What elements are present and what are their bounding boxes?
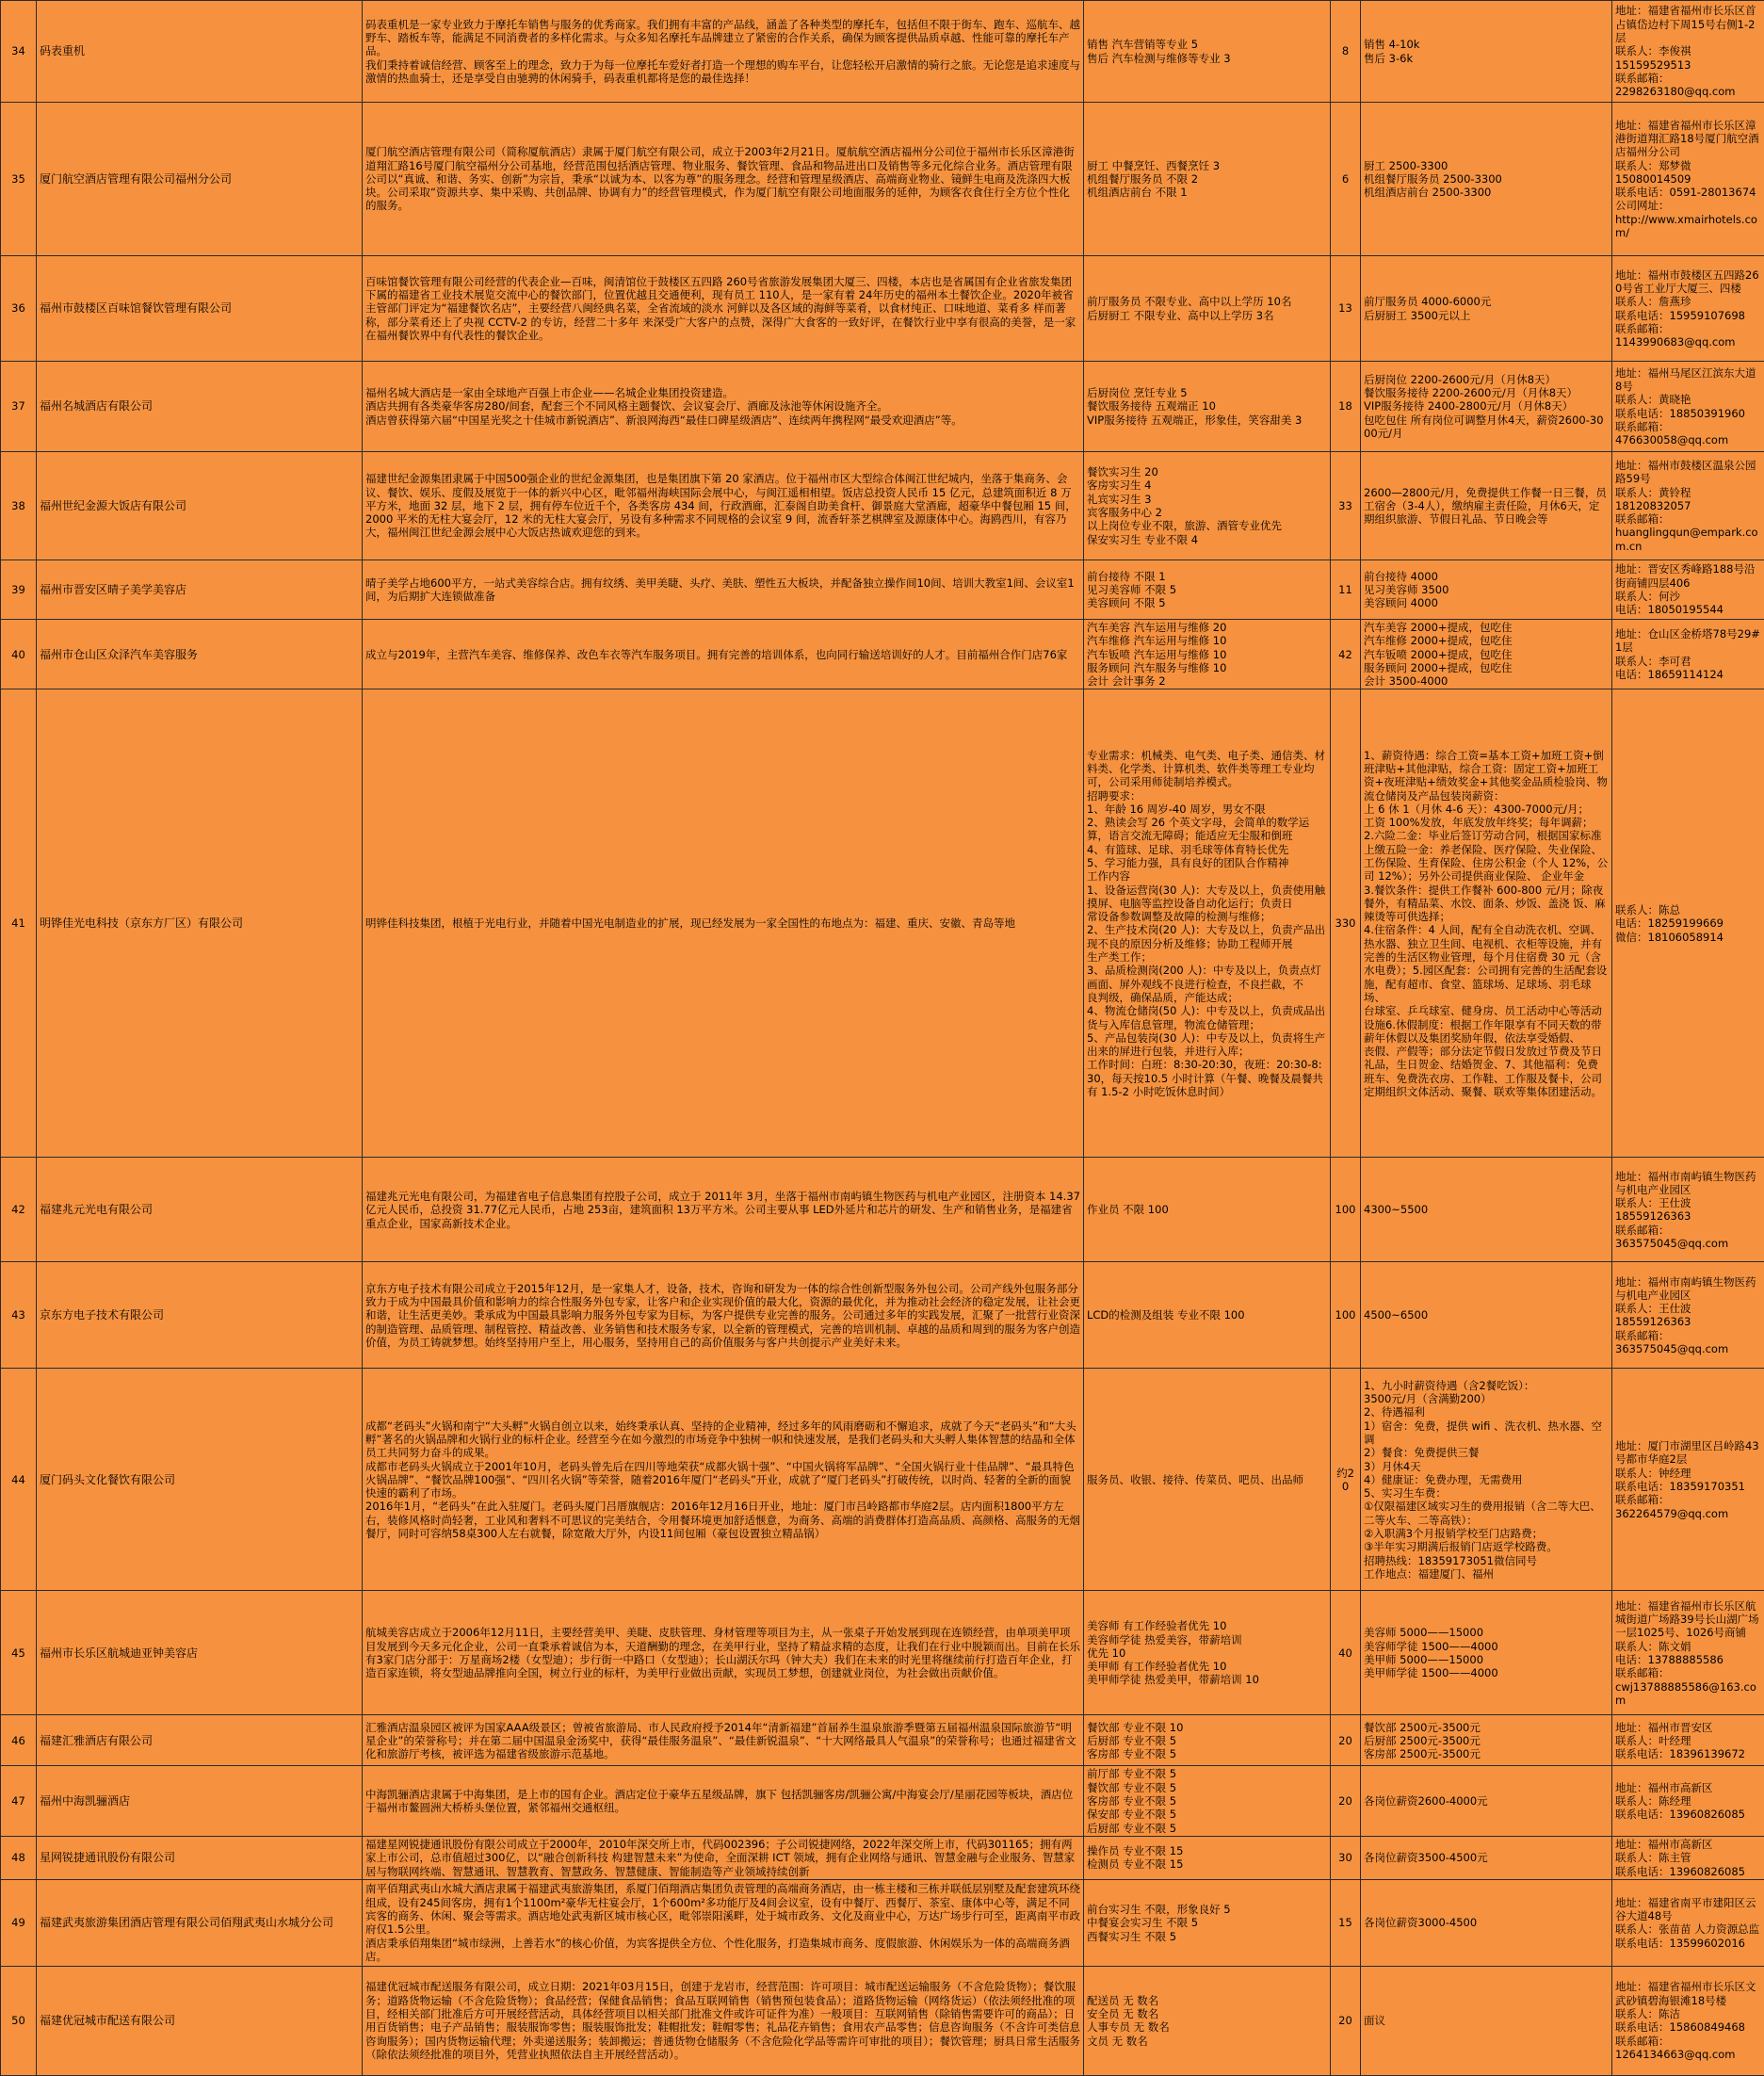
positions-cell: 配送员 无 数名 安全员 无 数名 人事专员 无 数名 文员 无 数名 [1084, 1966, 1331, 2075]
positions-cell: 作业员 不限 100 [1084, 1158, 1331, 1262]
row-number-cell: 37 [1, 362, 37, 452]
table-row [1, 1966, 1764, 2075]
row-number-cell: 46 [1, 1715, 37, 1766]
table-row [1, 1715, 1764, 1766]
company-description-cell: 成立与2019年，主营汽车美容、维修保养、改色车衣等汽车服务项目。拥有完善的培训体系，也向同行输送培训好的人才。目前福州合作门店76家 [363, 620, 1084, 689]
salary-benefits-cell: 销售 4-10k 售后 3-6k [1361, 1, 1612, 103]
table-row [1, 620, 1764, 689]
company-name-cell: 福州市鼓楼区百味馆餐饮管理有限公司 [37, 256, 363, 362]
salary-benefits-cell: 汽车美容 2000+提成，包吃住 汽车维修 2000+提成，包吃住 汽车钣喷 2000+提成，包吃住 服务顾问 2000+提成，包吃住 会计 3500-4000 [1361, 620, 1612, 689]
company-name-cell: 码表重机 [37, 1, 363, 103]
row-number-cell: 43 [1, 1262, 37, 1369]
positions-cell: 餐饮实习生 20 客房实习生 4 礼宾实习生 3 宾客服务中心 2 以上岗位专业不限，旅游、酒管专业优先 保安实习生 专业不限 4 [1084, 452, 1331, 560]
company-name-cell: 福州市长乐区航城迪亚钟美容店 [37, 1591, 363, 1715]
row-number-cell: 40 [1, 620, 37, 689]
table-row [1, 1591, 1764, 1715]
company-description-cell: 福建优冠城市配送服务有限公司，成立日期：2021年03月15日，创建于龙岩市，经营范围：许可项目：城市配送运输服务（不含危险货物）；餐饮服务；道路货物运输（不含危险货物）；食品经营；保健食品销售；食品互联网销售（销售预包装食品）；道路货物运输（网络货运）（依法须经批准的项目，经相关部门批准后方可开展经营活动，具体经营项目以相关部门批准文件或许可证件为准）一般项目：互联网销售（除销售需要许可的商品）；日用百货销售；电子产品销售；服装服饰零售；服装服饰批发；鞋帽批发；鞋帽零售；礼品花卉销售；食用农产品零售；信息咨询服务（不含许可类信息咨询服务）；国内货物运输代理；外卖递送服务；装卸搬运；普通货物仓储服务（不含危险化学品等需许可审批的项目）；餐饮管理；厨具日常生活服务（除依法须经批准的项目外，凭营业执照依法自主开展经营活动）。 [363, 1966, 1084, 2075]
headcount-cell: 42 [1331, 620, 1361, 689]
positions-cell: 专业需求：机械类、电气类、电子类、通信类、材料类、化学类、计算机类、软件类等理工专业均可，公司采用师徒制培养模式。 招聘要求： 1、年龄 16 周岁-40 周岁，男女不限 2、熟读会写 26 个英文字母，会简单的数学运算，语言交流无障碍；能适应无尘服和倒班 4、有篮球、足球、羽毛球等体育特长优先 5、学习能力强，具有良好的团队合作精神 工作内容 1、设备运营岗(30 人)：大专及以上，负责使用触摸屏、电脑等监控设备自动化运行；负责日 常设备参数调整及故障的检测与维修； 2、生产技术岗(20 人)：大专及以上，负责产品出现不良的原因分析及维修；协助工程师开展 生产类工作； 3、品质检测岗(200 人)：中专及以上，负责点灯画面、屏外观线不良进行检查，不良拦截，不 良判级，确保品质，产能达成； 4、物流仓储岗(50 人)：中专及以上，负责成品出货与入库信息管理，物流仓储管理； 5、产品包装岗(30 人)：中专及以上，负责将生产出来的屏进行包装，并进行入库； 工作时间：白班：8:30-20:30，夜班：20:30-8:30，每天按10.5 小时计算（午餐、晚餐及晨餐共有 1.5-2 小时吃饭休息时间） [1084, 689, 1331, 1158]
company-description-cell: 福建星网锐捷通讯股份有限公司成立于2000年，2010年深交所上市，代码002396；子公司锐捷网络，2022年深交所上市，代码301165；拥有两家上市公司，总市值超过300亿，以“融合创新科技 构建智慧未来”为使命，全面深耕 ICT 领域，拥有企业网络与通讯、智慧金融与企业服务、智慧家居与物联网终端、智慧通讯、智慧教育、智慧政务、智慧健康、智能制造等产业领域持续创新 [363, 1836, 1084, 1879]
company-name-cell: 明铧佳光电科技（京东方厂区）有限公司 [37, 689, 363, 1158]
headcount-cell: 13 [1331, 256, 1361, 362]
row-number-cell: 41 [1, 689, 37, 1158]
contact-info-cell: 地址：福州马尾区江滨东大道8号 联系人：黄晓艳 联系电话：18850391960 联系邮箱： 476630058@qq.com [1612, 362, 1764, 452]
company-description-cell: 京东方电子技术有限公司成立于2015年12月，是一家集人才，设备，技术，咨询和研发为一体的综合性创新型服务外包公司。公司产线外包服务部分致力于成为中国最具价值和影响力的综合性服务外包专家，让客户和企业实现价值的最大化，资源的最优化，并为推动社会经济的稳定发展，让社会更和谐，让生活更美妙。秉承成为中国最具影响力服务外包专家为目标，为客户提供专业完善的服务。公司通过多年的实践发展，汇聚了一批营行业资深的制造管理、品质管理、制程管控、精益改善、业务销售和技术服务专家，以全新的管理模式，完善的培训机制、卓越的品质和周到的服务为客户创造价值，为员工铸就梦想。始终坚持用户至上，用心服务，坚持用自己的高价值服务与客户共创提示产业美好未来。 [363, 1262, 1084, 1369]
positions-cell: 厨工 中餐烹饪、西餐烹饪 3 机组餐厅服务员 不限 2 机组酒店前台 不限 1 [1084, 103, 1331, 256]
contact-info-cell: 地址：福建省福州市长乐区文武砂镇碧海银滩18号楼 联系人：陈洁 联系电话：15860849468 联系邮箱： 1264134663@qq.com [1612, 1966, 1764, 2075]
positions-cell: 操作员 专业不限 15 检测员 专业不限 15 [1084, 1836, 1331, 1879]
company-description-cell: 成都“老码头”火锅和南宁“大头孵”火锅自创立以来，始终秉承认真、坚持的企业精神，经过多年的风雨磨砺和不懈追求，成就了今天“老码头”和“大头孵”著名的火锅品牌和火锅行业的标杆企业。经营至今在如今激烈的市场竞争中独树一帜和快速发展，是我们老码头和大头孵人集体智慧的结晶和全体员工共同努力奋斗的成果。 成都市老码头火锅成立于2001年10月，老码头曾先后在四川等地荣获“成都火锅十强”、“中国火锅将军品牌”、“全国火锅行业十佳品牌”、“最具特色火锅品牌”、“餐饮品牌100强”、“四川名火锅”等荣誉，随着2016年厦门“老码头”开业，成就了“厦门老码头”打破传统，以时尚、轻奢的全新的面貌快速的霸利了市场。 2016年1月，“老码头”在此入驻厦门。老码头厦门吕厝旗舰店：2016年12月16日开业，地址：厦门市吕岭路都市华庭2层。店内面积1800平方左右，装修风格时尚轻奢，工业风和奢料不可思议的完美结合，令用餐环境更加舒适惬意，为商务、高端的消费群体打造高品质、高颜格、高服务的无烟餐厅，同时可容纳58桌300人左右就餐，除宽敞大厅外，内设11间包厢（豪包设置独立精品锅） [363, 1369, 1084, 1591]
contact-info-cell: 地址：福州市南屿镇生物医药与机电产业园区 联系人：王仕波 18559126363 联系邮箱： 363575045@qq.com [1612, 1158, 1764, 1262]
company-description-cell: 厦门航空酒店管理有限公司（简称厦航酒店）隶属于厦门航空有限公司，成立于2003年2月21日。厦航航空酒店福州分公司位于福州市长乐区漳港街道翔汇路16号厦门航空福州分公司基地，经营范围包括酒店管理、物业服务、餐饮管理、食品和物品进出口及销售等多元化综合业务。酒店管理有限公司以“真诚、和谐、务实、创新”为宗旨，秉承“以诚为本、以客为尊”的服务理念。经营和管理星级酒店、高端商业物业、镜鲜生电商及洗涤四大板块。公司采取“资源共享、集中采购、共创品牌、协调有力”的经营管理模式，作为厦门航空有限公司地面服务的延伸，为顾客衣食住行全方位个性化的服务。 [363, 103, 1084, 256]
company-name-cell: 福州中海凯骊酒店 [37, 1766, 363, 1836]
company-name-cell: 福州名城酒店有限公司 [37, 362, 363, 452]
company-name-cell: 福州世纪金源大饭店有限公司 [37, 452, 363, 560]
company-name-cell: 福建兆元光电有限公司 [37, 1158, 363, 1262]
positions-cell: 餐饮部 专业不限 10 后厨部 专业不限 5 客房部 专业不限 5 [1084, 1715, 1331, 1766]
contact-info-cell: 地址：福建省福州市长乐区航城街道广场路39号长山湖广场一层1025号、1026号商铺 联系人：陈文娟 电话：13788885586 联系邮箱： cwj13788885586@163.com [1612, 1591, 1764, 1715]
company-description-cell: 百味馆餐饮管理有限公司经营的代表企业—百味，闽清馆位于鼓楼区五四路 260号省旅游发展集团大厦三、四楼，本店也是省属国有企业省旅发集团下属的福建省工业技术展览交流中心的餐饮部门，位置优越且交通便利，现有员工 110人，是一家有着 24年历史的福州本土餐饮企业。2020年被省主管部门评定为“福建餐饮名店”，主要经营八闽经典名菜，全省流域的淡水 河鲜以及各区域的海鲜等菜肴，以食材纯正、口味地道、菜肴多 样而著称，部分菜肴还上了央视 CCTV-2 的专访，经营二十多年 来深受广大客户的点赞，深得广大食客的一致好评，在餐饮行业中享有很高的美誉，是一家在福州餐饮界中有代表性的餐饮企业。 [363, 256, 1084, 362]
headcount-cell: 330 [1331, 689, 1361, 1158]
contact-info-cell: 地址：福州市南屿镇生物医药与机电产业园区 联系人：王仕波 18559126363 联系邮箱： 363575045@qq.com [1612, 1262, 1764, 1369]
positions-cell: 前台接待 不限 1 见习美容师 不限 5 美容顾问 不限 5 [1084, 560, 1331, 620]
headcount-cell: 30 [1331, 1836, 1361, 1879]
table-body [1, 1, 1764, 2076]
salary-benefits-cell: 1、薪资待遇：综合工资=基本工资+加班工资+倒班津贴+其他津贴，综合工资：固定工资+加班工资+夜班津贴+绩效奖金+其他奖金品质检验岗、物流仓储岗及产品包装岗薪资： 上 6 休 1（月休 4-6 天）：4300-7000元/月； 工资 100%发放，年底发放年终奖；每年调薪； 2.六险二金：毕业后签订劳动合同，根据国家标准上缴五险一金：养老保险、医疗保险、失业保险、工伤保险、生育保险、住房公积金（个人 12%，公司 12%）；另外公司提供商业保险、 企业年金 3.餐饮条件：提供工作餐补 600-800 元/月；除夜餐外，有精品菜、水饺、面条、炒饭、盖浇 饭、麻辣烫等可供选择； 4.住宿条件：4 人间，配有全自动洗衣机、空调、热水器、独立卫生间、电视机、衣柜等设施，并有完善的生活区物业管理，每个月住宿费 30 元（含水电费）；5.园区配套：公司拥有完善的生活配套设施，配有超市、食堂、篮球场、足球场、羽毛球场、 台球室、乒乓球室、健身房、员工活动中心等活动设施6.休假制度：根据工作年限享有不同天数的带薪年休假以及集团奖励年假，依法享受婚假、 丧假、产假等；部分法定节假日发放过节费及节日礼品，生日贺金、结婚贺金、7、其他福利：免费班车、免费洗衣房、工作鞋、工作服及餐卡，公司定期组织文体活动、聚餐、联欢等集体团建活动。 [1361, 689, 1612, 1158]
company-name-cell: 福建武夷旅游集团酒店管理有限公司佰翔武夷山水城分公司 [37, 1879, 363, 1966]
table-row [1, 1158, 1764, 1262]
headcount-cell: 20 [1331, 1766, 1361, 1836]
positions-cell: 销售 汽车营销等专业 5 售后 汽车检测与维修等专业 3 [1084, 1, 1331, 103]
company-description-cell: 中海凯骊酒店隶属于中海集团，是上市的国有企业。酒店定位于豪华五星级品牌，旗下 包括凯骊客房/凯骊公寓/中海宴会厅/星丽花园等板块，酒店位于福州市鳌圆洲大桥桥头堡位置，紧邻福州交通枢纽。 [363, 1766, 1084, 1836]
salary-benefits-cell: 美容师 5000——15000 美容师学徒 1500——4000 美甲师 5000——15000 美甲师学徒 1500——4000 [1361, 1591, 1612, 1715]
table-row [1, 103, 1764, 256]
headcount-cell: 33 [1331, 452, 1361, 560]
salary-benefits-cell: 4300~5500 [1361, 1158, 1612, 1262]
salary-benefits-cell: 前台接待 4000 见习美容师 3500 美容顾问 4000 [1361, 560, 1612, 620]
headcount-cell: 40 [1331, 1591, 1361, 1715]
contact-info-cell: 地址：福州市高新区 联系人：陈经理 联系电话：13960826085 [1612, 1766, 1764, 1836]
company-name-cell: 福建汇雅酒店有限公司 [37, 1715, 363, 1766]
headcount-cell: 100 [1331, 1262, 1361, 1369]
company-name-cell: 福州市晋安区晴子美学美容店 [37, 560, 363, 620]
company-name-cell: 福州市仓山区众泽汽车美容服务 [37, 620, 363, 689]
headcount-cell: 100 [1331, 1158, 1361, 1262]
salary-benefits-cell: 后厨岗位 2200-2600元/月（月休8天） 餐饮服务接待 2200-2600元/月（月休8天） VIP服务接待 2400-2800元/月（月休8天） 包吃包住 所有岗位可调整月休4天，薪资2600-3000元/月 [1361, 362, 1612, 452]
table-row [1, 689, 1764, 1158]
positions-cell: 美容师 有工作经验者优先 10 美容师学徒 热爱美容，带薪培训 优先 10 美甲师 有工作经验者优先 10 美甲师学徒 热爱美甲，带薪培训 10 [1084, 1591, 1331, 1715]
contact-info-cell: 地址：福州市鼓楼区五四路260号省工业厅大厦三、四楼 联系人：詹燕珍 联系电话：15959107698 联系邮箱： 1143990683@qq.com [1612, 256, 1764, 362]
row-number-cell: 34 [1, 1, 37, 103]
headcount-cell: 15 [1331, 1879, 1361, 1966]
table-row [1, 256, 1764, 362]
table-row [1, 560, 1764, 620]
headcount-cell: 20 [1331, 1966, 1361, 2075]
contact-info-cell: 地址：福州市鼓楼区温泉公园路59号 联系人：黄铃程 18120832057 联系邮箱： huanglingqun@empark.com.cn [1612, 452, 1764, 560]
salary-benefits-cell: 各岗位薪资3000-4500 [1361, 1879, 1612, 1966]
contact-info-cell: 地址：仓山区金桥塔78号29#1层 联系人：李可君 电话：18659114124 [1612, 620, 1764, 689]
contact-info-cell: 地址：福州市晋安区 联系人：叶经理 联系电话：18396139672 [1612, 1715, 1764, 1766]
company-description-cell: 明铧佳科技集团，根植于光电行业，并随着中国光电制造业的扩展，现已经发展为一家全国性的布地点为：福建、重庆、安徽、青岛等地 [363, 689, 1084, 1158]
positions-cell: LCD的检测及组装 专业不限 100 [1084, 1262, 1331, 1369]
table-row [1, 1262, 1764, 1369]
row-number-cell: 35 [1, 103, 37, 256]
salary-benefits-cell: 各岗位薪资2600-4000元 [1361, 1766, 1612, 1836]
row-number-cell: 47 [1, 1766, 37, 1836]
headcount-cell: 18 [1331, 362, 1361, 452]
contact-info-cell: 联系人：陈总 电话：18259199669 微信：18106058914 [1612, 689, 1764, 1158]
salary-benefits-cell: 前厅服务员 4000-6000元 后厨厨工 3500元以上 [1361, 256, 1612, 362]
company-name-cell: 厦门码头文化餐饮有限公司 [37, 1369, 363, 1591]
company-name-cell: 京东方电子技术有限公司 [37, 1262, 363, 1369]
headcount-cell: 8 [1331, 1, 1361, 103]
contact-info-cell: 地址：厦门市湖里区吕岭路43号都市华庭2层 联系人：钟经理 联系电话：18359170351 联系邮箱： 362264579@qq.com [1612, 1369, 1764, 1591]
positions-cell: 前厅部 专业不限 5 餐饮部 专业不限 5 客房部 专业不限 5 保安部 专业不限 5 后厨部 专业不限 5 [1084, 1766, 1331, 1836]
table-row [1, 1, 1764, 103]
salary-benefits-cell: 2600—2800元/月，免费提供工作餐一日三餐，员工宿舍（3-4人），缴纳雇主责任险，月休6天，定期组织旅游、节假日礼品、节日晚会等 [1361, 452, 1612, 560]
table-row [1, 1879, 1764, 1966]
headcount-cell: 20 [1331, 1715, 1361, 1766]
positions-cell: 汽车美容 汽车运用与维修 20 汽车维修 汽车运用与维修 10 汽车钣喷 汽车运用与维修 10 服务顾问 汽车服务与维修 10 会计 会计事务 2 [1084, 620, 1331, 689]
company-description-cell: 福州名城大酒店是一家由全球地产百强上市企业——名城企业集团投资建造。 酒店共拥有各类豪华客房280/间套，配套三个不同风格主题餐饮、会议宴会厅、酒廊及泳池等休闲设施齐全。 酒店曾获得第六届“中国星光奖之十佳城市新锐酒店”、新浪网海西“最佳口碑星级酒店”、连续两年携程网“最受欢迎酒店”等。 [363, 362, 1084, 452]
positions-cell: 服务员、收银、接待、传菜员、吧员、出品师 [1084, 1369, 1331, 1591]
table-row [1, 1369, 1764, 1591]
company-description-cell: 福建兆元光电有限公司，为福建省电子信息集团有控股子公司，成立于 2011年 3月，坐落于福州市南屿镇生物医药与机电产业园区，注册资本 14.37亿元人民币，总投资 31.77亿元人民币，占地 253亩，建筑面积 13万平方米。公司主要从事 LED外延片和芯片的研发、生产和销售业务，是福建省重点企业，国家高新技术企业。 [363, 1158, 1084, 1262]
company-description-cell: 汇雅酒店温泉园区被评为国家AAA级景区；曾被省旅游局、市人民政府授予2014年“清新福建”首届养生温泉旅游季暨第五届福州温泉国际旅游节“明星企业”的荣誉称号；并在第二届中国温泉金汤奖中，获得“最佳服务温泉”、“最佳新锐温泉”、“十大网络最具人气温泉”的荣誉称号；也通过福建省文化和旅游厅考核，被评选为福建省级旅游示范基地。 [363, 1715, 1084, 1766]
contact-info-cell: 地址：福州市高新区 联系人：陈主管 联系电话：13960826085 [1612, 1836, 1764, 1879]
table-row [1, 1766, 1764, 1836]
row-number-cell: 44 [1, 1369, 37, 1591]
positions-cell: 后厨岗位 烹饪专业 5 餐饮服务接待 五观端正 10 VIP服务接待 五观端正，形象佳，笑容甜美 3 [1084, 362, 1331, 452]
row-number-cell: 36 [1, 256, 37, 362]
company-name-cell: 厦门航空酒店管理有限公司福州分公司 [37, 103, 363, 256]
company-description-cell: 码表重机是一家专业致力于摩托车销售与服务的优秀商家。我们拥有丰富的产品线，涵盖了各种类型的摩托车，包括但不限于街车、跑车、巡航车、越野车、踏板车等，能满足不同消费者的多样化需求。与众多知名摩托车品牌建立了紧密的合作关系，确保为顾客提供品质卓越、性能可靠的摩托车产品。 我们秉持着诚信经营、顾客至上的理念，致力于为每一位摩托车爱好者打造一个理想的购车平台，让您轻松开启激情的骑行之旅。无论您是追求速度与激情的热血骑士，还是享受自由驰骋的休闲骑手，码表重机都将是您的最佳选择！ [363, 1, 1084, 103]
company-description-cell: 航城美容店成立于2006年12月11日，主要经营美甲、美睫、皮肤管理、身材管理等项目为主，从一张桌子开始发展到现在连锁经营，由单项美甲项目发展到今天多元化企业，公司一直秉承着诚信为本，天道酬勤的理念，在美甲行业，坚持了精益求精的态度，让我们在行业中脱颖而出。目前在长乐有3家门店分部于：万星商场2楼（女型迪）；步行街一中路口（女型迪）；长山湖沃尔玛（钟大夫）我们在未来的时光里将继续前行打造百年企业，打造百家连锁，将女型迪品牌推向全国，树立行业的标杆，为美甲行业做出贡献，实现员工梦想，创建就业岗位，为社会做出贡献价值。 [363, 1591, 1084, 1715]
row-number-cell: 42 [1, 1158, 37, 1262]
contact-info-cell: 地址：福建省福州市长乐区首占镇岱边村下周15号右侧1-2层 联系人：李俊祺 15159529513 联系邮箱： 2298263180@qq.com [1612, 1, 1764, 103]
row-number-cell: 39 [1, 560, 37, 620]
salary-benefits-cell: 餐饮部 2500元-3500元 后厨部 2500元-3500元 客房部 2500元-3500元 [1361, 1715, 1612, 1766]
contact-info-cell: 地址：福建省南平市建阳区云谷大道48号 联系人：张苗苗 人力资源总监 联系电话：13599602016 [1612, 1879, 1764, 1966]
contact-info-cell: 地址：福建省福州市长乐区漳港街道翔汇路18号厦门航空酒店福州分公司 联系人：郑梦微 15080014509 联系电话：0591-28013674 公司网址： http://www.xmairhotels.com/ [1612, 103, 1764, 256]
row-number-cell: 49 [1, 1879, 37, 1966]
salary-benefits-cell: 4500~6500 [1361, 1262, 1612, 1369]
headcount-cell: 11 [1331, 560, 1361, 620]
row-number-cell: 50 [1, 1966, 37, 2075]
salary-benefits-cell: 1、九小时薪资待遇（含2餐吃饭）： 3500元/月（含满勤200） 2、待遇福利 1）宿舍：免费，提供 wifi 、洗衣机、热水器、空调 2）餐食：免费提供三餐 3）月休4天 4）健康证：免费办理，无需费用 5、实习生车费： ①仅限福建区域实习生的费用报销（含二等大巴、二等火车、二等高铁）： ②入职满3个月报销学校至门店路费； ③半年实习期满后报销门店返学校路费。 招聘热线：18359173051微信同号 工作地点：福建厦门、福州 [1361, 1369, 1612, 1591]
headcount-cell: 6 [1331, 103, 1361, 256]
positions-cell: 前台实习生 不限，形象良好 5 中餐宴会实习生 不限 5 西餐实习生 不限 5 [1084, 1879, 1331, 1966]
table-row [1, 452, 1764, 560]
salary-benefits-cell: 厨工 2500-3300 机组餐厅服务员 2500-3300 机组酒店前台 2500-3300 [1361, 103, 1612, 256]
table-row [1, 362, 1764, 452]
salary-benefits-cell: 面议 [1361, 1966, 1612, 2075]
company-description-cell: 南平佰翔武夷山水城大酒店隶属于福建武夷旅游集团，系厦门佰翔酒店集团负责管理的高端商务酒店，由一栋主楼和三栋并联低层别墅及配套建筑环绕组成，设有245间客房，拥有1个1100m²豪华无柱宴会厅，1个600m²多功能厅及4间会议室，设有中餐厅、西餐厅、茶室、康体中心等，满足不同宾客的商务、休闲、聚会等需求。酒店地处武夷新区城市核心区，毗邻崇阳溪畔，处于城市政务、文化及商业中心，万达广场步行可至，距离南平市政府仅1.5公里。 酒店秉承佰翔集团“城市绿洲，上善若水”的核心价值，为宾客提供全方位、个性化服务，打造集城市商务、度假旅游、休闲娱乐为一体的高端商务酒店。 [363, 1879, 1084, 1966]
row-number-cell: 48 [1, 1836, 37, 1879]
contact-info-cell: 地址：晋安区秀峰路188号沿街商铺四层406 联系人：何沙 电话：18050195544 [1612, 560, 1764, 620]
company-name-cell: 福建优冠城市配送有限公司 [37, 1966, 363, 2075]
company-description-cell: 晴子美学占地600平方，一站式美容综合店。拥有纹绣、美甲美睫、头疗、美肤、塑性五大板块，并配备独立操作间10间、培训大教室1间、会议室1间，为后期扩大连锁做准备 [363, 560, 1084, 620]
table-row [1, 1836, 1764, 1879]
company-description-cell: 福建世纪金源集团隶属于中国500强企业的世纪金源集团，也是集团旗下第 20 家酒店。位于福州市区大型综合体闽江世纪城内，坐落于集商务、会议、餐饮、娱乐、度假及展览于一体的新兴中心区，毗邻福州海峡国际会展中心，与闽江遥相相望。饭店总投资人民币 15 亿元，总建筑面积近 8 万平方米，地面 32 层，地下 2 层，拥有停车位近千个，各类客房 434 间，行政酒廊，汇泰阁自助美食杆、御景庭大堂酒廊，超豪华中餐包厢 15 间，2000 平米的无柱大宴会厅，12 米的无柱大宴会厅，另设有多种需求不同规格的会议室 9 间，流香轩茶艺棋牌室及源康体中心。海鸥西川，有容乃大，福州闽江世纪金源会展中心大饭店热诚欢迎您的到来。 [363, 452, 1084, 560]
salary-benefits-cell: 各岗位薪资3500-4500元 [1361, 1836, 1612, 1879]
row-number-cell: 38 [1, 452, 37, 560]
positions-cell: 前厅服务员 不限专业、高中以上学历 10名 后厨厨工 不限专业、高中以上学历 3名 [1084, 256, 1331, 362]
headcount-cell: 约20 [1331, 1369, 1361, 1591]
company-name-cell: 星网锐捷通讯股份有限公司 [37, 1836, 363, 1879]
row-number-cell: 45 [1, 1591, 37, 1715]
